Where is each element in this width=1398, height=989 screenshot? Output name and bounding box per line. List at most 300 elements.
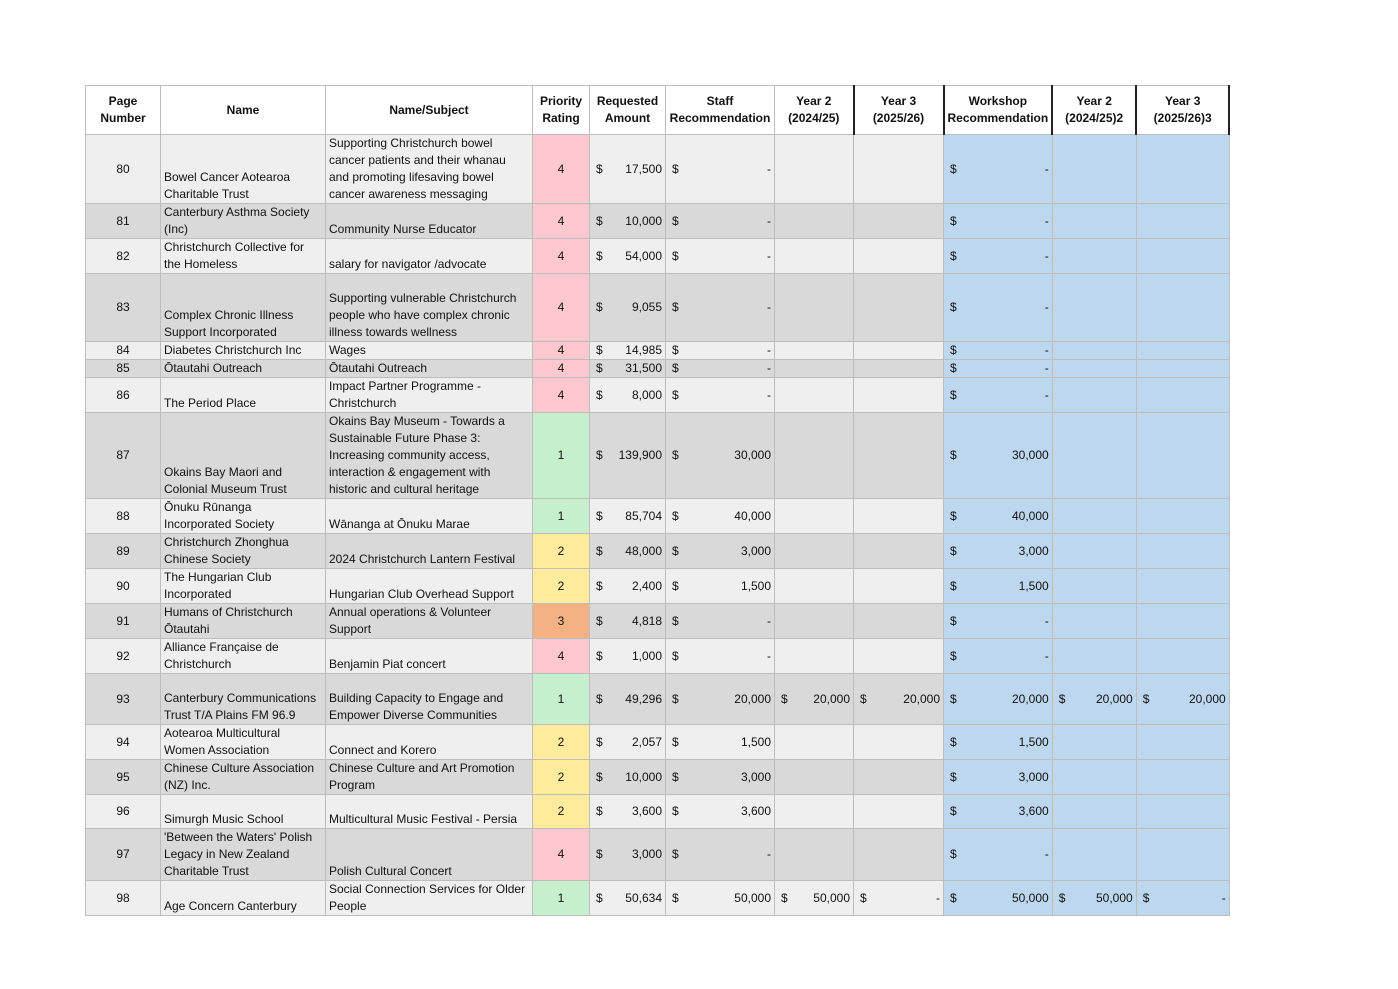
workshop-year2-cell[interactable] [1052,274,1136,342]
name-cell[interactable]: Ōnuku Rūnanga Incorporated Society [161,499,326,534]
workshop-year2-cell[interactable] [1052,342,1136,360]
header-name[interactable]: Name [161,86,326,135]
requested-amount-cell[interactable] [590,569,666,604]
workshop-year3-cell[interactable] [1136,342,1229,360]
staff-recommendation-cell[interactable] [666,760,775,795]
currency-symbol: $ [950,248,957,263]
workshop-year2-cell[interactable] [1052,674,1136,725]
workshop-year2-cell-value: 20,000 [1095,691,1133,706]
workshop-recommendation-cell[interactable] [944,204,1053,239]
staff-recommendation-cell[interactable] [666,674,775,725]
year2-cell[interactable] [775,639,854,674]
workshop-year2-cell[interactable] [1052,499,1136,534]
header-workshop-year2[interactable]: Year 2 (2024/25)2 [1052,86,1136,135]
requested-amount-cell-value: 3,600 [631,804,662,818]
staff-recommendation-cell[interactable] [666,881,775,916]
priority-rating-cell[interactable]: 4 [533,829,590,881]
year3-cell[interactable] [854,274,944,342]
page-number-cell[interactable]: 91 [86,604,161,639]
table-row [86,795,1230,829]
name-cell[interactable]: Christchurch Collective for the Homeless [161,239,326,274]
year2-cell[interactable] [775,534,854,569]
staff-recommendation-cell[interactable] [666,639,775,674]
year3-cell[interactable] [854,413,944,499]
workshop-year3-cell[interactable] [1136,360,1229,378]
currency-symbol: $ [950,804,957,818]
priority-rating-cell[interactable]: 2 [533,795,590,829]
name-cell[interactable]: Okains Bay Maori and Colonial Museum Trust [161,413,326,499]
workshop-recommendation-cell-value: - [1044,387,1049,402]
year2-cell[interactable] [775,360,854,378]
staff-recommendation-cell[interactable] [666,725,775,760]
year2-cell[interactable] [775,829,854,881]
name-cell[interactable]: Bowel Cancer Aotearoa Charitable Trust [161,135,326,204]
currency-symbol: $ [596,769,603,784]
year2-cell[interactable] [775,413,854,499]
name-cell[interactable]: Age Concern Canterbury [161,881,326,916]
workshop-year3-cell[interactable] [1136,795,1229,829]
table-row [86,725,1230,760]
page-number-cell[interactable]: 90 [86,569,161,604]
requested-amount-cell-value: 2,400 [631,578,662,593]
workshop-year2-cell[interactable] [1052,795,1136,829]
requested-amount-cell-value: 8,000 [631,387,662,402]
subject-cell[interactable]: Polish Cultural Concert [326,829,533,881]
header-priority-rating[interactable]: Priority Rating [533,86,590,135]
currency-symbol: $ [672,890,679,905]
currency-symbol: $ [672,448,679,462]
requested-amount-cell[interactable] [590,829,666,881]
workshop-recommendation-cell-value: - [1044,648,1049,663]
staff-recommendation-cell[interactable] [666,569,775,604]
workshop-year3-cell[interactable] [1136,674,1229,725]
table-row [86,360,1230,378]
workshop-year3-cell[interactable] [1136,725,1229,760]
currency-symbol: $ [596,734,603,749]
currency-symbol: $ [950,890,957,905]
workshop-recommendation-cell[interactable] [944,342,1053,360]
header-requested-amount[interactable]: Requested Amount [590,86,666,135]
priority-rating-cell[interactable]: 2 [533,760,590,795]
workshop-year2-cell[interactable] [1052,604,1136,639]
requested-amount-cell-value: 2,057 [631,734,662,749]
workshop-year3-cell[interactable] [1136,760,1229,795]
year3-cell-value: - [936,890,940,905]
year2-cell[interactable] [775,795,854,829]
workshop-recommendation-cell[interactable] [944,360,1053,378]
priority-rating-cell[interactable]: 4 [533,204,590,239]
workshop-year3-cell[interactable] [1136,239,1229,274]
workshop-year3-cell[interactable] [1136,829,1229,881]
staff-recommendation-cell[interactable] [666,378,775,413]
priority-rating-cell[interactable]: 2 [533,725,590,760]
name-cell[interactable]: Alliance Française de Christchurch [161,639,326,674]
currency-symbol: $ [781,890,788,905]
name-cell[interactable]: Complex Chronic Illness Support Incorporated [161,274,326,342]
workshop-recommendation-cell[interactable] [944,378,1053,413]
year3-cell[interactable] [854,674,944,725]
currency-symbol: $ [672,543,679,558]
requested-amount-cell[interactable] [590,274,666,342]
page-number-cell[interactable]: 80 [86,135,161,204]
staff-recommendation-cell[interactable] [666,829,775,881]
requested-amount-cell[interactable] [590,725,666,760]
year3-cell[interactable] [854,360,944,378]
year2-cell[interactable] [775,674,854,725]
priority-rating-cell[interactable]: 1 [533,413,590,499]
workshop-recommendation-cell[interactable] [944,135,1053,204]
year3-cell[interactable] [854,881,944,916]
workshop-year2-cell[interactable] [1052,760,1136,795]
name-cell[interactable]: Chinese Culture Association (NZ) Inc. [161,760,326,795]
subject-cell[interactable]: Social Connection Services for Older People [326,881,533,916]
year2-cell[interactable] [775,604,854,639]
staff-recommendation-cell[interactable] [666,499,775,534]
staff-recommendation-cell[interactable] [666,413,775,499]
year2-cell[interactable] [775,342,854,360]
staff-recommendation-cell-value: 3,600 [740,804,771,818]
name-cell[interactable]: Diabetes Christchurch Inc [161,342,326,360]
subject-cell[interactable]: Supporting vulnerable Christchurch people who have complex chronic illness towards wellness [326,274,533,342]
workshop-year3-cell[interactable] [1136,604,1229,639]
priority-rating-cell[interactable]: 2 [533,534,590,569]
name-cell[interactable]: 'Between the Waters' Polish Legacy in New Zealand Charitable Trust [161,829,326,881]
table-row [86,639,1230,674]
year2-cell[interactable] [775,204,854,239]
page-number-cell[interactable]: 94 [86,725,161,760]
staff-recommendation-cell-value: - [767,648,771,663]
priority-rating-cell[interactable]: 2 [533,569,590,604]
name-cell[interactable]: Humans of Christchurch Ōtautahi [161,604,326,639]
priority-rating-cell[interactable]: 1 [533,881,590,916]
subject-cell[interactable]: Hungarian Club Overhead Support [326,569,533,604]
currency-symbol: $ [596,847,603,861]
workshop-recommendation-cell[interactable] [944,674,1053,725]
workshop-year3-cell[interactable] [1136,413,1229,499]
year3-cell[interactable] [854,378,944,413]
requested-amount-cell[interactable] [590,135,666,204]
requested-amount-cell[interactable] [590,413,666,499]
currency-symbol: $ [596,300,603,314]
currency-symbol: $ [672,648,679,663]
staff-recommendation-cell[interactable] [666,135,775,204]
workshop-recommendation-cell[interactable] [944,604,1053,639]
workshop-recommendation-cell-value: 3,000 [1018,769,1049,784]
requested-amount-cell[interactable] [590,360,666,378]
table-row [86,881,1230,916]
requested-amount-cell[interactable] [590,499,666,534]
workshop-year2-cell[interactable] [1052,829,1136,881]
year3-cell[interactable] [854,569,944,604]
staff-recommendation-cell[interactable] [666,795,775,829]
year2-cell[interactable] [775,881,854,916]
page-number-cell[interactable]: 92 [86,639,161,674]
page-number-cell[interactable]: 87 [86,413,161,499]
requested-amount-cell[interactable] [590,342,666,360]
subject-cell[interactable]: Impact Partner Programme - Christchurch [326,378,533,413]
year3-cell[interactable] [854,135,944,204]
currency-symbol: $ [950,734,957,749]
header-year2[interactable]: Year 2 (2024/25) [775,86,854,135]
workshop-year3-cell[interactable] [1136,274,1229,342]
workshop-year2-cell[interactable] [1052,239,1136,274]
header-workshop-year3[interactable]: Year 3 (2025/26)3 [1136,86,1229,135]
subject-cell[interactable]: 2024 Christchurch Lantern Festival [326,534,533,569]
currency-symbol: $ [596,691,603,706]
year3-cell[interactable] [854,795,944,829]
currency-symbol: $ [781,691,788,706]
workshop-recommendation-cell[interactable] [944,534,1053,569]
workshop-year3-cell[interactable] [1136,569,1229,604]
subject-cell[interactable]: Supporting Christchurch bowel cancer patients and their whanau and promoting lifesaving bowel cancer awareness messaging [326,135,533,204]
year3-cell[interactable] [854,499,944,534]
currency-symbol: $ [950,847,957,861]
staff-recommendation-cell-value: - [767,300,771,314]
year2-cell[interactable] [775,499,854,534]
workshop-recommendation-cell-value: 3,000 [1018,543,1049,558]
currency-symbol: $ [950,300,957,314]
subject-cell[interactable]: Wānanga at Ōnuku Marae [326,499,533,534]
workshop-year2-cell-value: 50,000 [1095,890,1133,905]
table-row [86,604,1230,639]
staff-recommendation-cell[interactable] [666,239,775,274]
workshop-year2-cell[interactable] [1052,378,1136,413]
subject-cell[interactable]: Benjamin Piat concert [326,639,533,674]
priority-rating-cell[interactable]: 4 [533,639,590,674]
table-row [86,413,1230,499]
year2-cell[interactable] [775,569,854,604]
year2-cell[interactable] [775,274,854,342]
requested-amount-cell-value: 14,985 [625,343,662,357]
currency-symbol: $ [672,343,679,357]
page-number-cell[interactable]: 96 [86,795,161,829]
year2-cell[interactable] [775,725,854,760]
header-staff-recommendation[interactable]: Staff Recommendation [666,86,775,135]
workshop-year3-cell[interactable] [1136,639,1229,674]
page-number-cell[interactable]: 98 [86,881,161,916]
currency-symbol: $ [1058,890,1066,905]
workshop-recommendation-cell[interactable] [944,239,1053,274]
year3-cell[interactable] [854,204,944,239]
requested-amount-cell[interactable] [590,881,666,916]
subject-cell[interactable]: salary for navigator /advocate [326,239,533,274]
subject-cell[interactable]: Multicultural Music Festival - Persia [326,795,533,829]
year3-cell[interactable] [854,534,944,569]
currency-symbol: $ [860,890,867,905]
page-number-cell[interactable]: 81 [86,204,161,239]
staff-recommendation-cell[interactable] [666,342,775,360]
workshop-year2-cell[interactable] [1052,204,1136,239]
table-body [86,135,1230,916]
page-number-cell[interactable]: 95 [86,760,161,795]
subject-cell[interactable]: Ōtautahi Outreach [326,360,533,378]
subject-cell[interactable]: Annual operations & Volunteer Support [326,604,533,639]
staff-recommendation-cell[interactable] [666,360,775,378]
table-row [86,674,1230,725]
priority-rating-cell[interactable]: 4 [533,342,590,360]
page-number-cell[interactable]: 89 [86,534,161,569]
workshop-recommendation-cell[interactable] [944,274,1053,342]
name-cell[interactable]: Canterbury Asthma Society (Inc) [161,204,326,239]
workshop-year3-cell[interactable] [1136,499,1229,534]
year2-cell[interactable] [775,760,854,795]
table-row [86,829,1230,881]
staff-recommendation-cell[interactable] [666,604,775,639]
header-workshop-recommendation[interactable]: Workshop Recommendation [944,86,1053,135]
requested-amount-cell[interactable] [590,795,666,829]
requested-amount-cell-value: 31,500 [625,361,662,375]
page-number-cell[interactable]: 83 [86,274,161,342]
currency-symbol: $ [672,161,679,176]
workshop-recommendation-cell-value: - [1044,343,1049,357]
requested-amount-cell[interactable] [590,760,666,795]
page-number-cell[interactable]: 93 [86,674,161,725]
priority-rating-cell[interactable]: 1 [533,674,590,725]
year3-cell[interactable] [854,342,944,360]
requested-amount-cell-value: 9,055 [631,300,662,314]
currency-symbol: $ [950,343,957,357]
workshop-recommendation-cell[interactable] [944,569,1053,604]
page-number-cell[interactable]: 85 [86,360,161,378]
currency-symbol: $ [950,213,957,228]
workshop-recommendation-cell-value: 30,000 [1011,448,1049,462]
name-cell[interactable]: Canterbury Communications Trust T/A Plains FM 96.9 [161,674,326,725]
workshop-year2-cell[interactable] [1052,881,1136,916]
requested-amount-cell-value: 10,000 [625,769,662,784]
currency-symbol: $ [1142,890,1150,905]
workshop-recommendation-cell[interactable] [944,499,1053,534]
workshop-year2-cell[interactable] [1052,534,1136,569]
subject-cell[interactable]: Connect and Korero [326,725,533,760]
currency-symbol: $ [950,361,957,375]
workshop-year2-cell[interactable] [1052,413,1136,499]
header-year3[interactable]: Year 3 (2025/26) [854,86,944,135]
page-number-cell[interactable]: 84 [86,342,161,360]
currency-symbol: $ [950,648,957,663]
currency-symbol: $ [596,543,603,558]
workshop-year2-cell[interactable] [1052,639,1136,674]
workshop-year3-cell-value: - [1221,890,1226,905]
staff-recommendation-cell-value: 30,000 [734,448,771,462]
workshop-year3-cell[interactable] [1136,534,1229,569]
year2-cell[interactable] [775,378,854,413]
workshop-recommendation-cell[interactable] [944,795,1053,829]
year3-cell[interactable] [854,639,944,674]
currency-symbol: $ [1142,691,1150,706]
page-number-cell[interactable]: 88 [86,499,161,534]
subject-cell[interactable]: Chinese Culture and Art Promotion Program [326,760,533,795]
name-cell[interactable]: The Period Place [161,378,326,413]
year3-cell[interactable] [854,604,944,639]
currency-symbol: $ [672,804,679,818]
currency-symbol: $ [950,613,957,628]
currency-symbol: $ [596,448,603,462]
requested-amount-cell[interactable] [590,204,666,239]
header-page-number[interactable]: Page Number [86,86,161,135]
subject-cell[interactable]: Community Nurse Educator [326,204,533,239]
requested-amount-cell[interactable] [590,534,666,569]
priority-rating-cell[interactable]: 4 [533,135,590,204]
staff-recommendation-cell-value: 40,000 [734,508,771,523]
workshop-recommendation-cell[interactable] [944,881,1053,916]
staff-recommendation-cell[interactable] [666,204,775,239]
currency-symbol: $ [596,248,603,263]
table-row [86,342,1230,360]
currency-symbol: $ [672,734,679,749]
staff-recommendation-cell[interactable] [666,534,775,569]
year3-cell[interactable] [854,239,944,274]
priority-rating-cell[interactable]: 1 [533,499,590,534]
workshop-year2-cell[interactable] [1052,569,1136,604]
requested-amount-cell[interactable] [590,604,666,639]
priority-rating-cell[interactable]: 4 [533,378,590,413]
workshop-recommendation-cell[interactable] [944,413,1053,499]
priority-rating-cell[interactable]: 4 [533,360,590,378]
year2-cell[interactable] [775,135,854,204]
year2-cell[interactable] [775,239,854,274]
workshop-recommendation-cell[interactable] [944,760,1053,795]
workshop-year3-cell[interactable] [1136,135,1229,204]
requested-amount-cell[interactable] [590,639,666,674]
page-number-cell[interactable]: 86 [86,378,161,413]
requested-amount-cell-value: 10,000 [625,213,662,228]
workshop-year3-cell[interactable] [1136,881,1229,916]
table-row [86,135,1230,204]
workshop-recommendation-cell[interactable] [944,639,1053,674]
header-subject[interactable]: Name/Subject [326,86,533,135]
subject-cell[interactable]: Okains Bay Museum - Towards a Sustainable Future Phase 3: Increasing community access, interaction & engagement with historic and cultural heritage [326,413,533,499]
name-cell[interactable]: Aotearoa Multicultural Women Association [161,725,326,760]
currency-symbol: $ [950,543,957,558]
year3-cell[interactable] [854,725,944,760]
name-cell[interactable]: The Hungarian Club Incorporated [161,569,326,604]
workshop-year3-cell[interactable] [1136,204,1229,239]
workshop-year2-cell[interactable] [1052,725,1136,760]
workshop-recommendation-cell-value: 3,600 [1018,804,1049,818]
subject-cell[interactable]: Building Capacity to Engage and Empower Diverse Communities [326,674,533,725]
subject-cell[interactable]: Wages [326,342,533,360]
workshop-year3-cell[interactable] [1136,378,1229,413]
page-number-cell[interactable]: 82 [86,239,161,274]
staff-recommendation-cell[interactable] [666,274,775,342]
currency-symbol: $ [950,161,957,176]
priority-rating-cell[interactable]: 4 [533,274,590,342]
name-cell[interactable]: Simurgh Music School [161,795,326,829]
workshop-year2-cell[interactable] [1052,360,1136,378]
workshop-recommendation-cell-value: - [1044,613,1049,628]
workshop-recommendation-cell[interactable] [944,725,1053,760]
name-cell[interactable]: Christchurch Zhonghua Chinese Society [161,534,326,569]
requested-amount-cell[interactable] [590,239,666,274]
year3-cell[interactable] [854,760,944,795]
year3-cell[interactable] [854,829,944,881]
requested-amount-cell-value: 139,900 [618,448,662,462]
staff-recommendation-cell-value: 20,000 [734,691,771,706]
currency-symbol: $ [596,578,603,593]
priority-rating-cell[interactable]: 4 [533,239,590,274]
workshop-recommendation-cell[interactable] [944,829,1053,881]
priority-rating-cell[interactable]: 3 [533,604,590,639]
workshop-recommendation-cell-value: - [1044,213,1049,228]
requested-amount-cell[interactable] [590,674,666,725]
name-cell[interactable]: Ōtautahi Outreach [161,360,326,378]
currency-symbol: $ [672,300,679,314]
page-number-cell[interactable]: 97 [86,829,161,881]
currency-symbol: $ [672,508,679,523]
workshop-year2-cell[interactable] [1052,135,1136,204]
requested-amount-cell[interactable] [590,378,666,413]
workshop-recommendation-cell-value: 1,500 [1018,578,1049,593]
